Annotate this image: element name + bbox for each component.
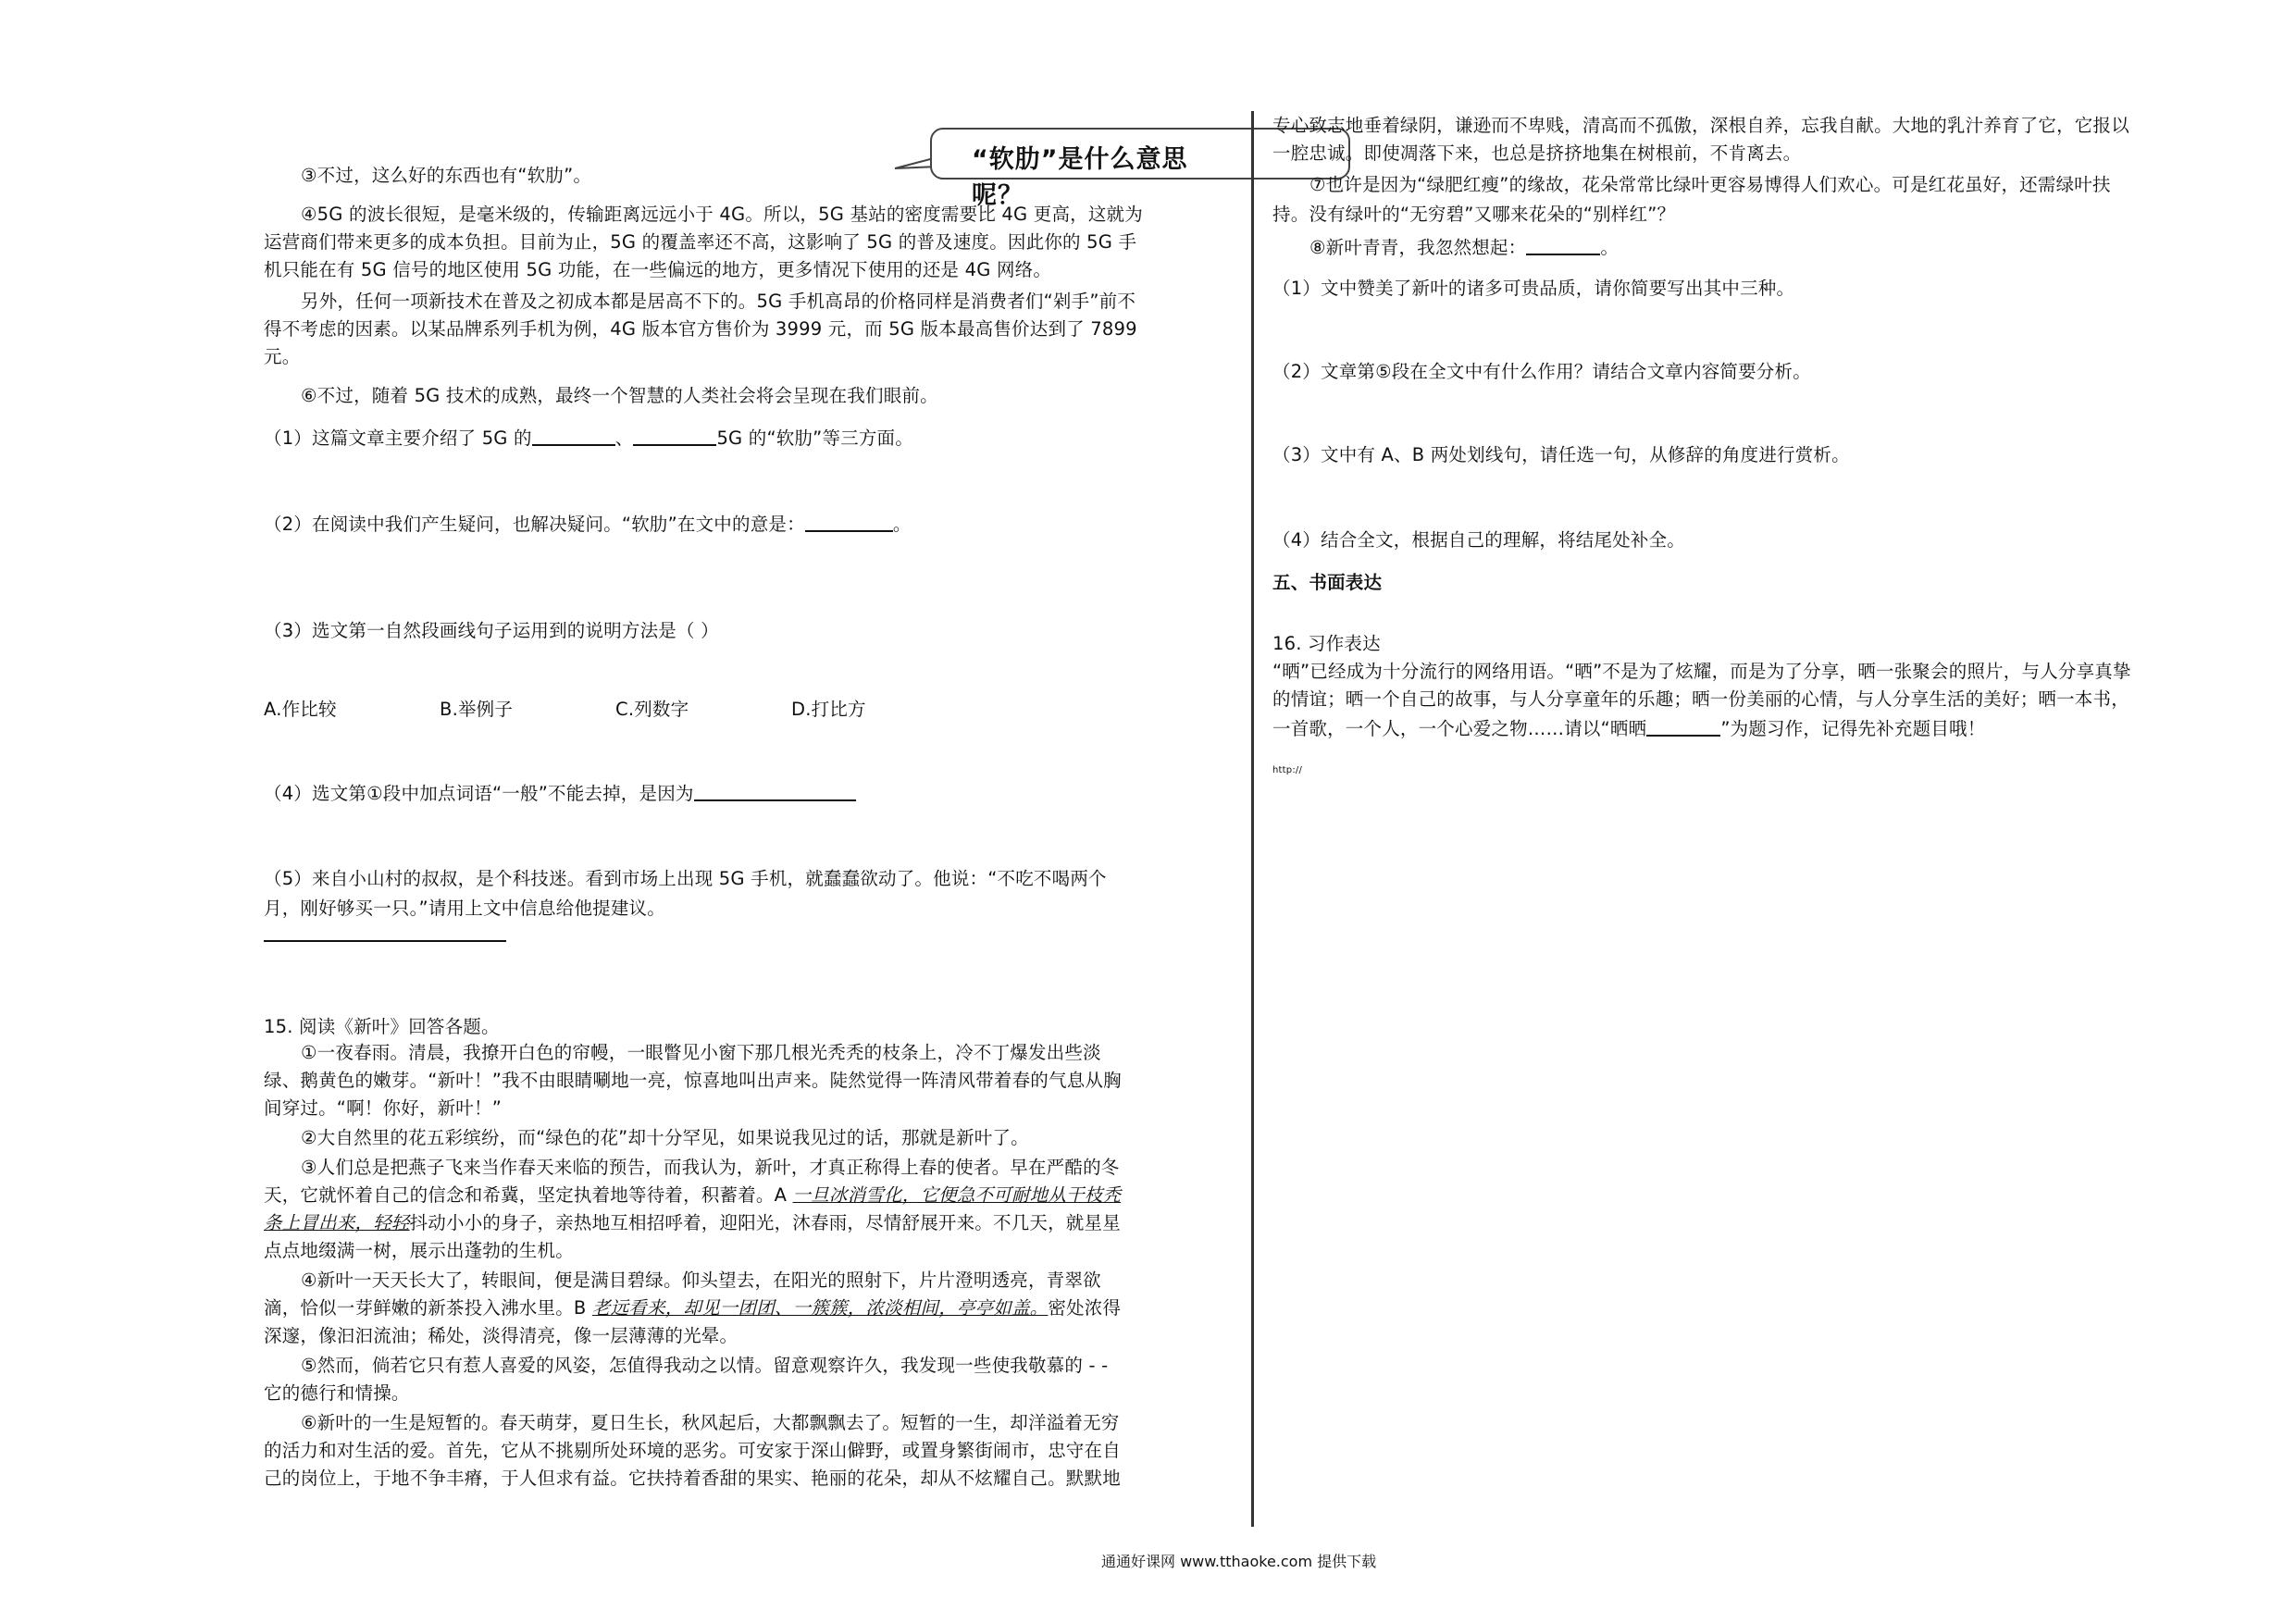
xinye-p6-line-2: 的活力和对生活的爱。首先，它从不挑剔所处环境的恶劣。可安家于深山僻野，或置身繁街闹市，忠守在自 (264, 1440, 1121, 1461)
section-15-title: 15. 阅读《新叶》回答各题。 (264, 1016, 500, 1037)
xinye-p7-line-2: 持。没有绿叶的“无穷碧”又哪来花朵的“别样红”？ (1272, 204, 1676, 225)
writing-prompt-line-3 (1272, 718, 1985, 738)
section-5-heading: 五、书面表达 (1272, 572, 1383, 593)
xinye-p6-line-3: 己的岗位上，于地不争丰瘠，于人但求有益。它扶持着香甜的果实、艳丽的花朵，却从不炫耀自己。默默地 (264, 1468, 1121, 1489)
xinye-p3-line-4: 点点地缀满一树，展示出蓬勃的生机。 (264, 1240, 574, 1261)
title-blank[interactable] (1646, 718, 1720, 737)
question-2 (264, 514, 912, 534)
paragraph-3: ③不过，这么好的东西也有“软肋”。 (301, 165, 592, 186)
paragraph-5-line-3: 元。 (264, 346, 301, 367)
xinye-p5-line-2: 它的德行和情操。 (264, 1382, 410, 1404)
xinye-p4-line-1: ④新叶一天天长大了，转眼间，便是满目碧绿。仰头望去，在阳光的照射下，片片澄明透亮，青翠欲 (301, 1270, 1101, 1291)
xinye-p6-line-4: 专心致志地垂着绿阴，谦逊而不卑贱，清高而不孤傲，深根自养，忘我自献。大地的乳汁养育了它，它报以 (1272, 115, 2129, 136)
answer-blank[interactable] (1526, 237, 1600, 255)
url-text: http:// (1272, 765, 1303, 775)
underlined-sentence-a-end: 条上冒出来，轻轻 (264, 1212, 410, 1233)
paragraph-4-line-2: 运营商们带来更多的成本负担。目前为止，5G 的覆盖率还不高，这影响了 5G 的普及速度。因此你的 5G 手 (264, 231, 1137, 253)
xinye-p6-line-5: 一腔忠诚。即使凋落下来，也总是挤挤地集在树根前，不肯离去。 (1272, 142, 1802, 164)
writing-prompt-line-2: 的情谊；晒一个自己的故事，与人分享童年的乐趣；晒一份美丽的心情，与人分享生活的美好；晒一本书， (1272, 688, 2129, 710)
option-b[interactable]: B.举例子 (440, 699, 514, 720)
xinye-p3-text: 天，它就怀着自己的信念和希冀，坚定执着地等待着，积蓄着。A (264, 1184, 793, 1206)
option-c[interactable]: C.列数字 (615, 699, 689, 720)
xinye-p3-line-2 (264, 1186, 1121, 1205)
paragraph-6: ⑥不过，随着 5G 技术的成熟，最终一个智慧的人类社会将会呈现在我们眼前。 (301, 385, 938, 406)
question-5-line-1: （5）来自小山村的叔叔，是个科技迷。看到市场上出现 5G 手机，就蠢蠢欲动了。他说：“不吃不喝两个 (264, 868, 1107, 889)
xinye-question-2: （2）文章第⑤段在全文中有什么作用？请结合文章内容简要分析。 (1272, 361, 1811, 382)
question-1-text: （1）这篇文章主要介绍了 5G 的 (264, 427, 532, 449)
xinye-p2: ②大自然里的花五彩缤纷，而“绿色的花”却十分罕见，如果说我见过的话，那就是新叶了。 (301, 1127, 1029, 1148)
question-5-line-2: 月，刚好够买一只。”请用上文中信息给他提建议。 (264, 898, 665, 919)
xinye-p5-line-1: ⑤然而，倘若它只有惹人喜爱的风姿，怎值得我动之以情。留意观察许久，我发现一些使我敬慕的 - - (301, 1355, 1109, 1376)
xinye-p3-line-3 (264, 1214, 1121, 1233)
writing-prompt-line-1: “晒”已经成为十分流行的网络用语。“晒”不是为了炫耀，而是为了分享，晒一张聚会的照片，与人分享真挚 (1272, 661, 2131, 682)
question-1-sep: 、 (614, 427, 634, 449)
question-2-end: 。 (892, 514, 912, 535)
xinye-p3-text: 抖动小小的身子，亲热地互相招呼着，迎阳光，沐春雨，尽情舒展开来。不几天，就星星 (409, 1212, 1121, 1233)
xinye-question-1: （1）文中赞美了新叶的诸多可贵品质，请你简要写出其中三种。 (1272, 278, 1795, 299)
answer-blank[interactable] (805, 514, 893, 532)
column-divider (1251, 111, 1254, 1527)
underlined-sentence-a: 一旦冰消雪化，它便急不可耐地从干枝秃 (792, 1184, 1122, 1206)
footer-credit: 通通好课网 www.tthaoke.com 提供下载 (1101, 1553, 1377, 1570)
xinye-p3-line-1: ③人们总是把燕子飞来当作春天来临的预告，而我认为，新叶，才真正称得上春的使者。早在严酷的冬 (301, 1157, 1120, 1178)
speech-bubble-text: “软肋”是什么意思呢？ (972, 145, 1188, 210)
option-d[interactable]: D.打比方 (791, 699, 866, 720)
xinye-p1-line-2: 绿、鹅黄色的嫩芽。“新叶！”我不由眼睛唰地一亮，惊喜地叫出声来。陡然觉得一阵清风带着春的气息从胸 (264, 1070, 1122, 1091)
xinye-p4-text-end: 密处浓得 (1048, 1297, 1122, 1319)
xinye-p8-end: 。 (1600, 237, 1620, 258)
xinye-p8-text: ⑧新叶青青，我忽然想起： (1309, 237, 1527, 258)
xinye-p4-line-3: 深邃，像汩汩流油；稀处，淡得清亮，像一层薄薄的光晕。 (264, 1325, 738, 1346)
answer-blank[interactable] (633, 427, 716, 446)
question-1 (264, 427, 913, 448)
xinye-question-3: （3）文中有 A、B 两处划线句，请任选一句，从修辞的角度进行赏析。 (1272, 444, 1850, 465)
xinye-p4-line-2 (264, 1299, 1121, 1318)
xinye-p1-line-3: 间穿过。“啊！你好，新叶！” (264, 1097, 503, 1119)
question-16-title: 16. 习作表达 (1272, 633, 1381, 654)
option-a[interactable]: A.作比较 (264, 699, 337, 720)
question-2-text: （2）在阅读中我们产生疑问，也解决疑问。“软肋”在文中的意是： (264, 514, 805, 535)
question-4-text: （4）选文第①段中加点词语“一般”不能去掉，是因为 (264, 783, 694, 804)
question-4 (264, 783, 856, 803)
xinye-p7-line-1: ⑦也许是因为“绿肥红瘦”的缘故，花朵常常比绿叶更容易博得人们欢心。可是红花虽好，还需绿叶扶 (1309, 174, 2111, 195)
xinye-question-4: （4）结合全文，根据自己的理解，将结尾处补全。 (1272, 529, 1686, 551)
writing-prompt-end: ”为题习作，记得先补充题目哦！ (1720, 718, 1986, 739)
question-3: （3）选文第一自然段画线句子运用到的说明方法是（ ） (264, 620, 719, 641)
underlined-sentence-b: 老远看来，却见一团团、一簇簇，浓淡相间，亭亭如盖。 (591, 1297, 1049, 1319)
writing-prompt-text: 一首歌，一个人，一个心爱之物……请以“晒晒 (1272, 718, 1647, 739)
paragraph-4-line-1: ④5G 的波长很短，是毫米级的，传输距离远远小于 4G。所以，5G 基站的密度需要比 4G 更高，这就为 (301, 204, 1143, 225)
paragraph-5-line-2: 得不考虑的因素。以某品牌系列手机为例，4G 版本官方售价为 3999 元，而 5G 版本最高售价达到了 7899 (264, 318, 1137, 340)
xinye-p4-text: 滴，恰似一芽鲜嫩的新茶投入沸水里。B (264, 1297, 592, 1319)
answer-blank[interactable] (532, 427, 615, 446)
answer-line[interactable] (264, 940, 506, 942)
xinye-p6-line-1: ⑥新叶的一生是短暂的。春天萌芽，夏日生长，秋风起后，大都飘飘去了。短暂的一生，却洋溢着无穷 (301, 1412, 1120, 1433)
xinye-p1-line-1: ①一夜春雨。清晨，我撩开白色的帘幔，一眼瞥见小窗下那几根光秃秃的枝条上，冷不丁爆发出些淡 (301, 1042, 1101, 1063)
answer-blank[interactable] (694, 783, 856, 801)
paragraph-5-line-1: 另外，任何一项新技术在普及之初成本都是居高不下的。5G 手机高昂的价格同样是消费者们“剁手”前不 (301, 291, 1136, 312)
question-1-tail: 5G 的“软肋”等三方面。 (716, 427, 913, 449)
paragraph-4-line-3: 机只能在有 5G 信号的地区使用 5G 功能，在一些偏远的地方，更多情况下使用的还是 4G 网络。 (264, 259, 1052, 280)
xinye-p8 (1309, 237, 1619, 257)
